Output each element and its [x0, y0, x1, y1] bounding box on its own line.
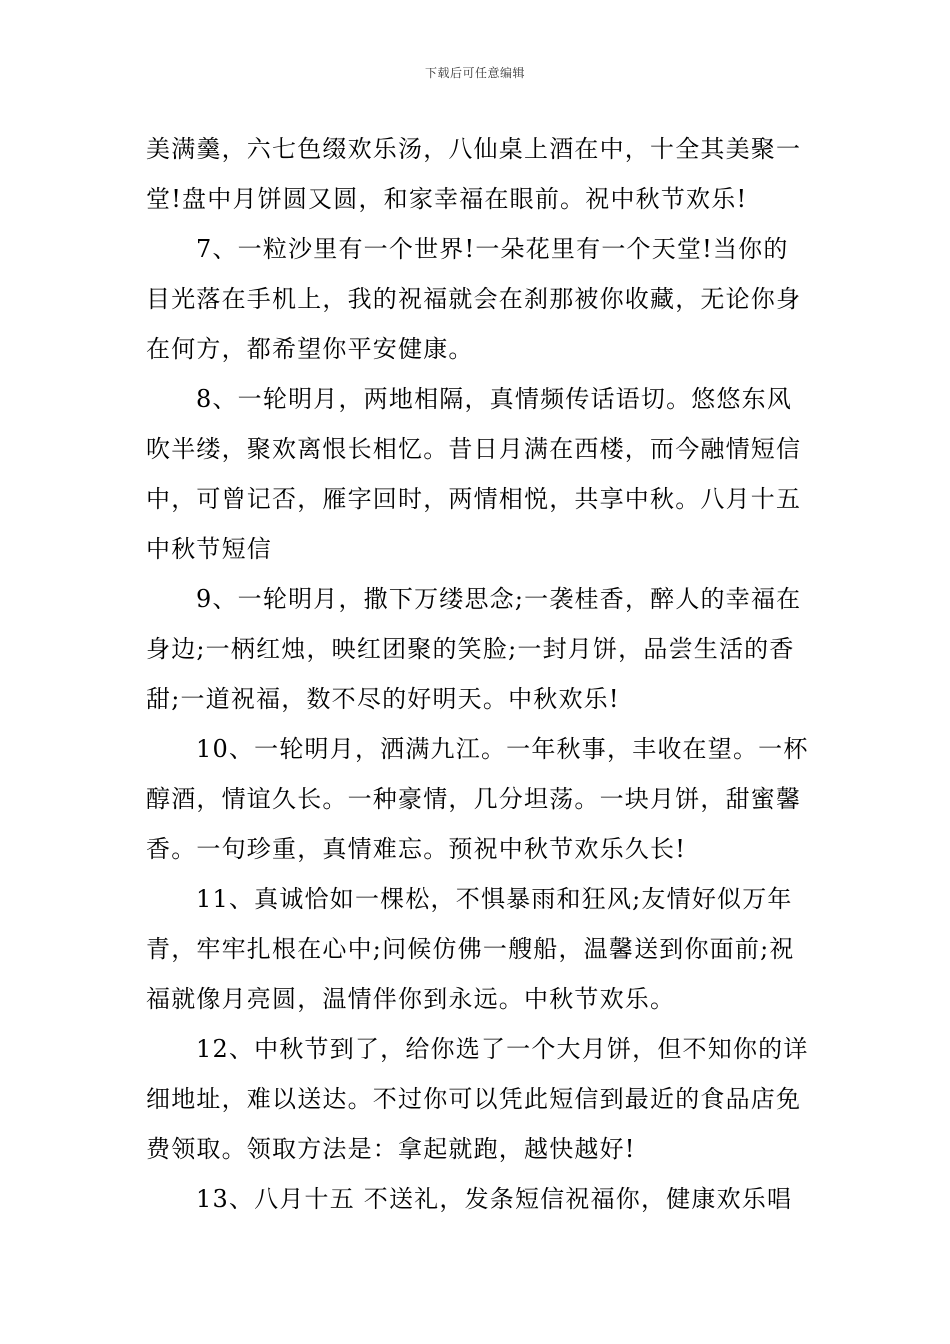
paragraph-10: 10、一轮明月，洒满九江。一年秋事，丰收在望。一杯醇酒，情谊久长。一种豪情，几分坦荡。一块月饼，甜蜜馨香。一句珍重，真情难忘。预祝中秋节欢乐久长!	[146, 735, 809, 863]
paragraph-11: 11、真诚恰如一棵松，不惧暴雨和狂风;友情好似万年青，牢牢扎根在心中;问候仿佛一艘船，温馨送到你面前;祝福就像月亮圆，温情伴你到永远。中秋节欢乐。	[146, 885, 795, 1013]
paragraph-9: 9、一轮明月，撒下万缕思念;一袭桂香，醉人的幸福在身边;一柄红烛，映红团聚的笑脸;一封月饼，品尝生活的香甜;一道祝福，数不尽的好明天。中秋欢乐!	[146, 585, 802, 713]
paragraph-12: 12、中秋节到了，给你选了一个大月饼，但不知你的详细地址，难以送达。不过你可以凭此短信到最近的食品店免费领取。领取方法是：拿起就跑，越快越好!	[146, 1035, 809, 1163]
paragraph-7: 7、一粒沙里有一个世界!一朵花里有一个天堂!当你的目光落在手机上，我的祝福就会在刹那被你收藏，无论你身在何方，都希望你平安健康。	[146, 235, 802, 363]
paragraph-8: 8、一轮明月，两地相隔，真情频传话语切。悠悠东风吹半缕，聚欢离恨长相忆。昔日月满在西楼，而今融情短信中，可曾记否，雁字回时，两情相悦，共享中秋。八月十五中秋节短信	[146, 385, 802, 563]
header-note: 下载后可任意编辑	[424, 66, 525, 80]
paragraph-13: 13、八月十五 不送礼，发条短信祝福你，健康欢乐唱	[196, 1185, 793, 1213]
document-body	[146, 124, 810, 1224]
paragraph-1: 美满羹，六七色缀欢乐汤，八仙桌上酒在中，十全其美聚一堂!盘中月饼圆又圆，和家幸福在眼前。祝中秋节欢乐!	[146, 135, 802, 213]
